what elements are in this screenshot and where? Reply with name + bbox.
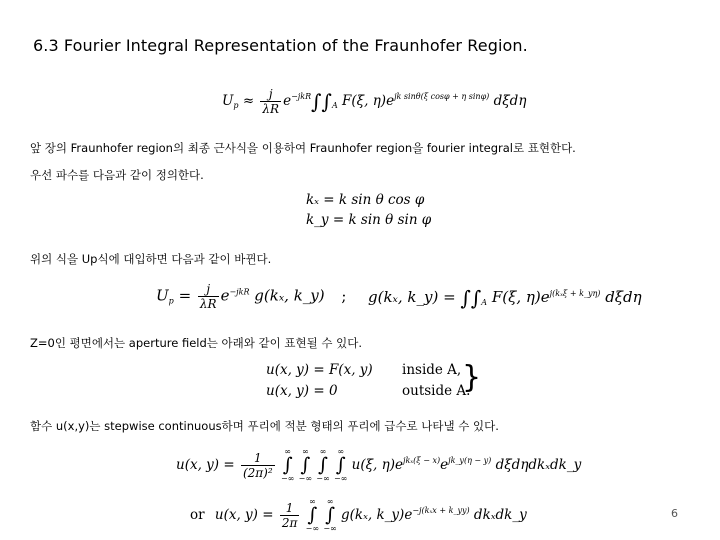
equation-ky: k_y = k sin θ sin φ	[306, 212, 432, 228]
equation-aperture-outside: u(x, y) = 0	[266, 383, 338, 399]
page-number: 6	[671, 507, 678, 520]
equation-g-def: g(kₓ, k_y) = $\int\int_A$ F(ξ, $\eta)e^{j(k_x\xi + k\_y\eta)}$ dξdη	[368, 286, 642, 310]
equation-fourier-series-short: or u(x, y) = $\frac{1}{2\pi}$ ∞ ∫ −∞ ∞ ∫ −∞ g(kₓ, $k\_y)e^{-j(k_xx + k\_yy)}$ dkₓdk_y	[190, 497, 527, 533]
paragraph-3: 위의 식을 Up식에 대입하면 다음과 같이 바뀐다.	[30, 252, 272, 266]
equation-up-approx: $U_p$ ≈ $\frac{j}{\lambda R}$ $e^{-jkR}\int\int_A$ F(ξ, $\eta)e^{jk sin\theta(\xi cos\varphi + \eta sin\varphi)}$ dξdη	[222, 87, 527, 116]
paragraph-5: 함수 u(x,y)는 stepwise continuous하며 푸리에 적분 형태의 푸리에 급수로 나타낼 수 있다.	[30, 419, 499, 433]
equation-fourier-series: u(x, y) = $\frac{1}{\text{(2π)²}}$ ∞ ∫ −∞ ∞ ∫ −∞ ∞ ∫ −∞ ∞ ∫ −∞ u(ξ, $\eta)e^{jk_x(\xi - x)}e^{jk\_y(\eta - y)}$ dξdηdkₓdk_y	[176, 447, 582, 483]
equation-kx: kₓ = k sin θ cos φ	[306, 192, 425, 208]
paragraph-2: 우선 파수를 다음과 같이 정의한다.	[30, 168, 204, 182]
equation-aperture-outside-cond: outside A.	[402, 383, 471, 399]
paragraph-1: 앞 장의 Fraunhofer region의 최종 근사식을 이용하여 Fraunhofer region을 fourier integral로 표현한다.	[30, 141, 576, 155]
equation-aperture-inside-cond: inside A,	[402, 362, 462, 378]
equation-up-g: $U_p$ = $\frac{j}{\lambda R}$ $e^{-jkR}$ g(kₓ, k_y) ;	[156, 282, 347, 311]
slide-title: 6.3 Fourier Integral Representation of the Fraunhofer Region.	[33, 36, 528, 55]
paragraph-4: Z=0인 평면에서는 aperture field는 아래와 같이 표현될 수 있다.	[30, 336, 363, 350]
right-brace: }	[462, 360, 482, 395]
equation-aperture-inside: u(x, y) = F(x, y)	[266, 362, 373, 378]
